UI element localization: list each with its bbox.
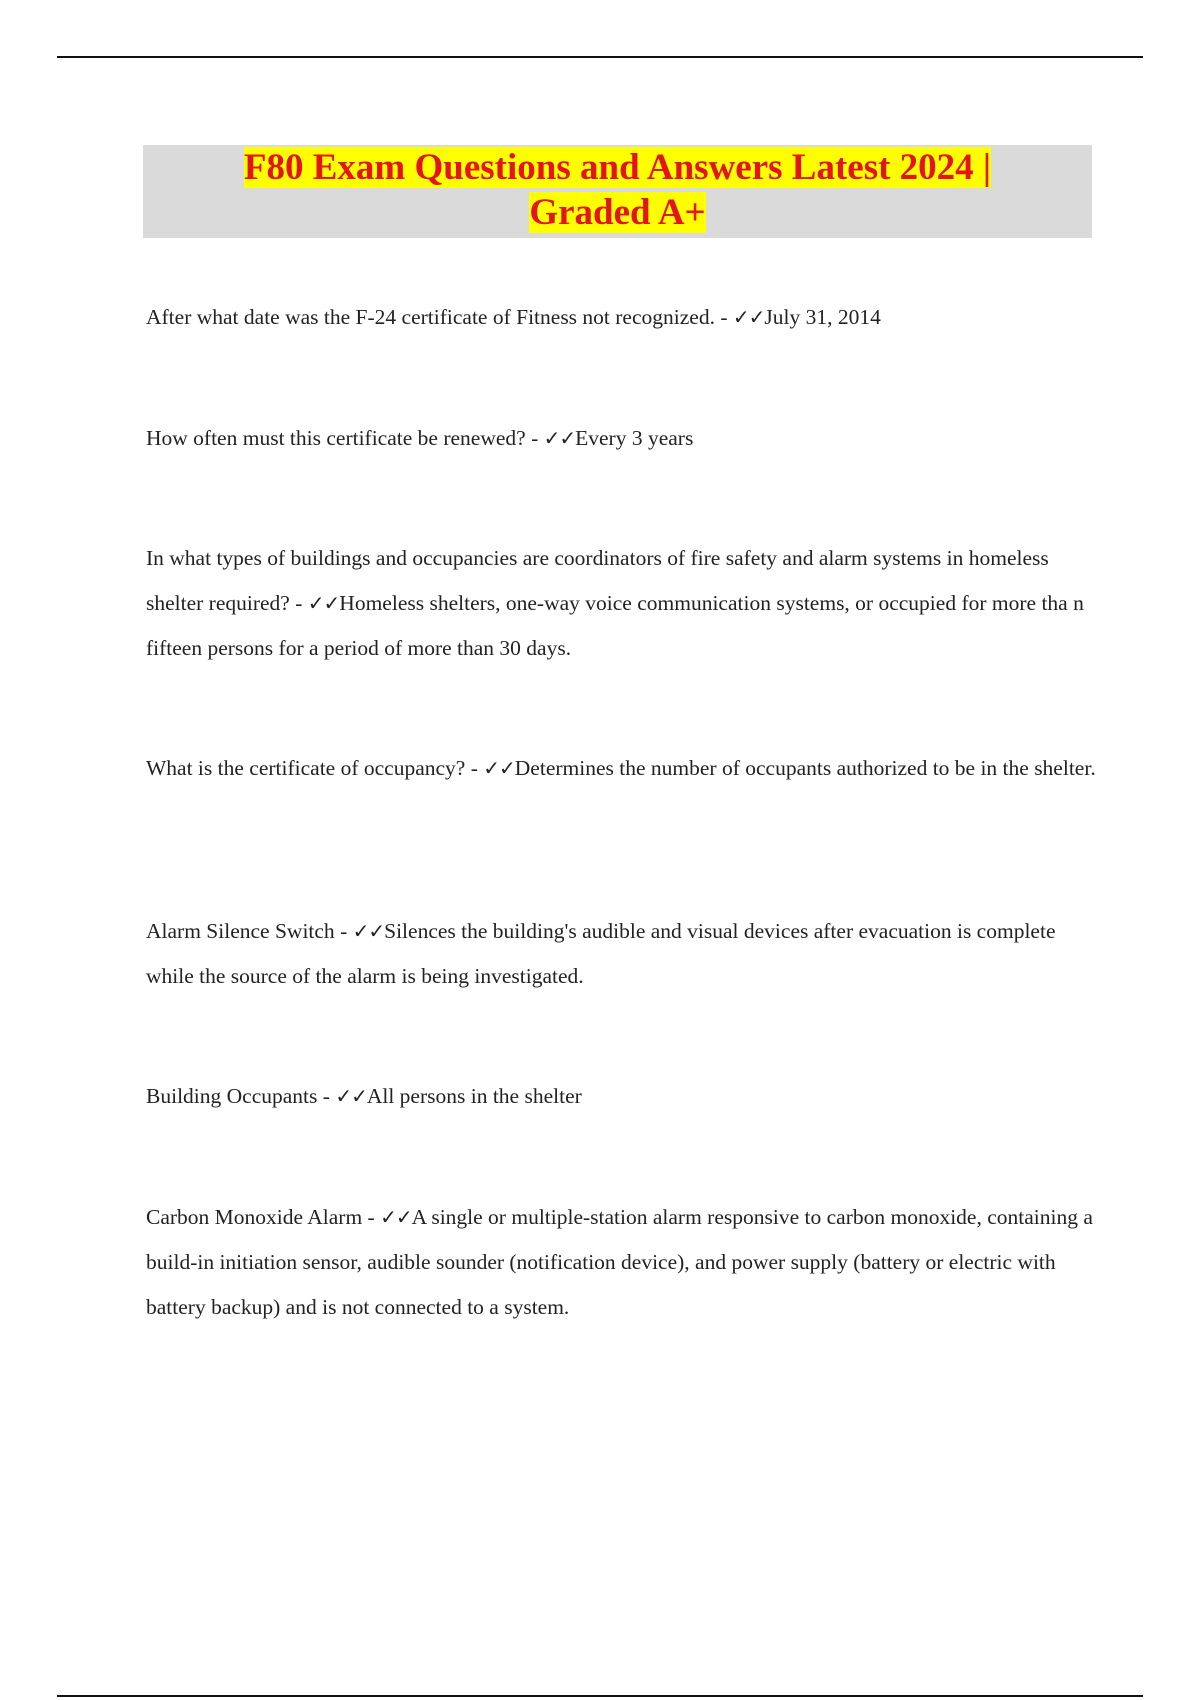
answer-text: Every 3 years <box>575 426 694 450</box>
answer-text: Silences the building's audible and visual devices after evacuation is complete while the source of the alarm is being investigated. <box>146 919 1056 988</box>
answer-text: Homeless shelters, one-way voice communication systems, or occupied for more tha n fifteen persons for a period of more than 30 days. <box>146 591 1084 660</box>
answer-text: A single or multiple-station alarm responsive to carbon monoxide, containing a build-in initiation sensor, audible sounder (notification device), and power supply (battery or electric with battery backup) and is not connected to a system. <box>146 1205 1093 1319</box>
answer-text: All persons in the shelter <box>366 1084 582 1108</box>
answer-text: Determines the number of occupants authorized to be in the shelter. <box>514 756 1096 780</box>
question-text: In what types of buildings and occupancies are coordinators of fire safety and alarm systems in homeless shelter required? <box>146 546 1049 615</box>
double-check-icon: ✓✓ <box>732 305 765 329</box>
bottom-rule <box>57 1695 1143 1697</box>
double-check-icon: ✓✓ <box>335 1084 367 1108</box>
document-title <box>143 145 1092 238</box>
question-text: Building Occupants <box>146 1084 318 1108</box>
qa-item-7: Carbon Monoxide Alarm - ✓✓A single or multiple-station alarm responsive to carbon monoxide, containing a build-in initiation sensor, audible sounder (notification device), and power supply (battery or electric with battery backup) and is not connected to a system. <box>146 1205 1093 1319</box>
question-text: Alarm Silence Switch <box>146 919 335 943</box>
qa-item-1: After what date was the F-24 certificate of Fitness not recognized. - ✓✓July 31, 2014 <box>146 305 881 329</box>
double-check-icon: ✓✓ <box>380 1205 412 1229</box>
title-line-1: F80 Exam Questions and Answers Latest 2024 | <box>243 147 992 188</box>
double-check-icon: ✓✓ <box>307 591 340 615</box>
question-text: How often must this certificate be renewed? <box>146 426 526 450</box>
title-line-2: Graded A+ <box>529 192 706 233</box>
qa-item-2: How often must this certificate be renewed? - ✓✓Every 3 years <box>146 426 694 450</box>
question-text: After what date was the F-24 certificate of Fitness not recognized. <box>146 305 715 329</box>
double-check-icon: ✓✓ <box>483 756 515 780</box>
qa-item-6: Building Occupants - ✓✓All persons in the shelter <box>146 1084 582 1108</box>
qa-item-4: What is the certificate of occupancy? - ✓✓Determines the number of occupants authorized to be in the shelter. <box>146 756 1096 780</box>
double-check-icon: ✓✓ <box>352 919 385 943</box>
qa-item-5: Alarm Silence Switch - ✓✓Silences the building's audible and visual devices after evacuation is complete while the source of the alarm is being investigated. <box>146 919 1056 988</box>
answer-text: July 31, 2014 <box>764 305 881 329</box>
top-rule <box>57 56 1143 58</box>
double-check-icon: ✓✓ <box>543 426 576 450</box>
qa-item-3: In what types of buildings and occupancies are coordinators of fire safety and alarm systems in homeless shelter required? - ✓✓Homeless shelters, one-way voice communication systems, or occupied for more tha n fifteen persons for a period of more than 30 days. <box>146 546 1084 660</box>
question-text: What is the certificate of occupancy? <box>146 756 466 780</box>
question-text: Carbon Monoxide Alarm <box>146 1205 363 1229</box>
